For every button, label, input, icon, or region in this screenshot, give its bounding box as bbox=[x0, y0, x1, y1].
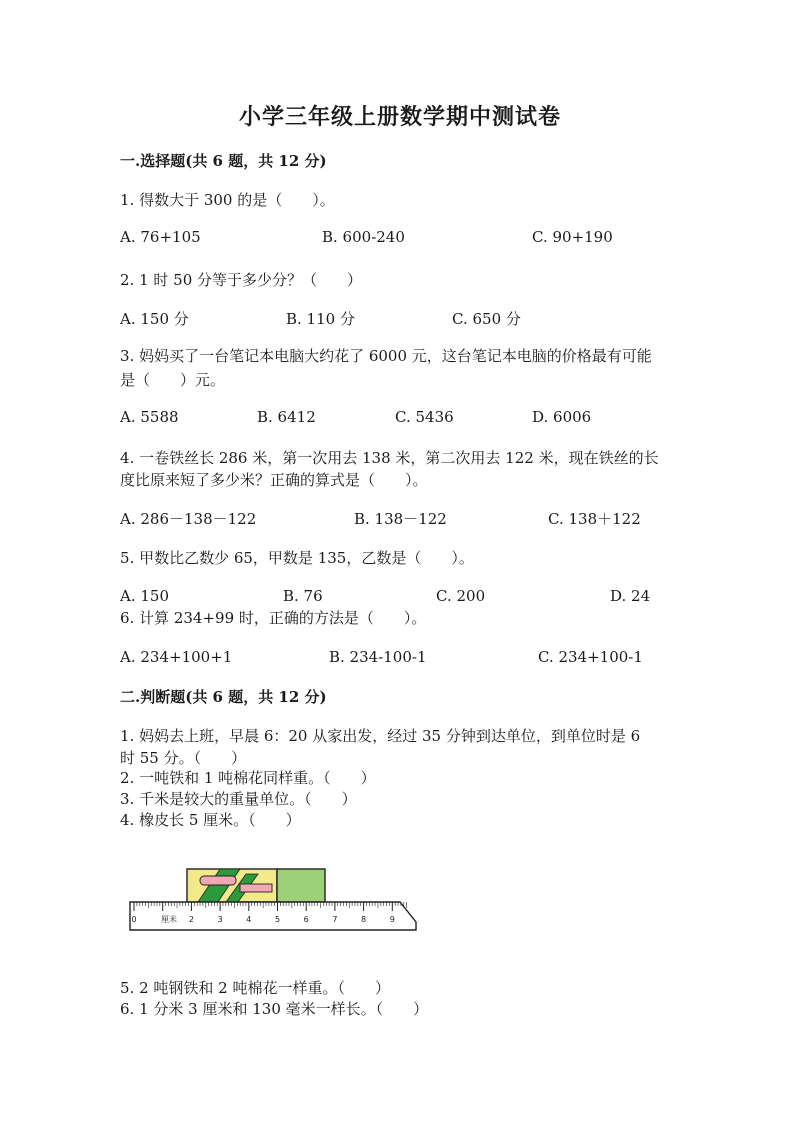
question-4-option-b[interactable]: B. 138－122 bbox=[354, 510, 447, 528]
judgement-4: 4. 橡皮长 5 厘米。（ ） bbox=[120, 811, 301, 829]
judgement-2: 2. 一吨铁和 1 吨棉花同样重。（ ） bbox=[120, 769, 376, 787]
question-5-text: 5. 甲数比乙数少 65，甲数是 135，乙数是（ ）。 bbox=[120, 549, 474, 567]
ruler-tick-label: 7 bbox=[332, 915, 338, 924]
ruler-tick-label: 4 bbox=[246, 915, 252, 924]
question-1-text: 1. 得数大于 300 的是（ ）。 bbox=[120, 191, 335, 209]
question-6-option-b[interactable]: B. 234-100-1 bbox=[329, 648, 427, 666]
eraser-pink-bar bbox=[200, 876, 236, 885]
question-4-option-c[interactable]: C. 138＋122 bbox=[548, 510, 641, 528]
judgement-3: 3. 千米是较大的重量单位。（ ） bbox=[120, 790, 357, 808]
question-2-option-c[interactable]: C. 650 分 bbox=[452, 310, 521, 328]
question-3-option-c[interactable]: C. 5436 bbox=[395, 408, 454, 426]
question-5-option-b[interactable]: B. 76 bbox=[283, 587, 323, 605]
ruler-tick-label: 5 bbox=[274, 915, 281, 924]
eraser-end bbox=[277, 869, 325, 902]
question-4-text-line-2: 度比原来短了多少米？正确的算式是（ ）。 bbox=[120, 471, 428, 489]
ruler-tick-label: 8 bbox=[361, 915, 367, 924]
judgement-5: 5. 2 吨钢铁和 2 吨棉花一样重。（ ） bbox=[120, 979, 390, 997]
question-1-option-b[interactable]: B. 600-240 bbox=[322, 228, 405, 246]
question-5-option-a[interactable]: A. 150 bbox=[120, 587, 169, 605]
question-3-text-line-2: 是（ ）元。 bbox=[120, 371, 226, 389]
section-heading-choice: 一.选择题(共 6 题，共 12 分) bbox=[120, 152, 327, 170]
question-3-option-a[interactable]: A. 5588 bbox=[120, 408, 179, 426]
ruler-tick-label: 2 bbox=[188, 915, 194, 924]
ruler-unit-label: 厘米 bbox=[161, 915, 177, 924]
question-6-text: 6. 计算 234+99 时，正确的方法是（ ）。 bbox=[120, 609, 427, 627]
question-5-option-c[interactable]: C. 200 bbox=[436, 587, 486, 605]
judgement-1-line-2: 时 55 分。（ ） bbox=[120, 749, 247, 767]
question-2-text: 2. 1 时 50 分等于多少分？（ ） bbox=[120, 271, 363, 289]
eraser-pink-bar bbox=[240, 884, 272, 892]
question-4-text-line-1: 4. 一卷铁丝长 286 米，第一次用去 138 米，第二次用去 122 米，现在铁丝的长 bbox=[120, 449, 659, 467]
question-6-option-a[interactable]: A. 234+100+1 bbox=[120, 648, 233, 666]
ruler-tick-label: 9 bbox=[389, 915, 395, 924]
page-title: 小学三年级上册数学期中测试卷 bbox=[238, 104, 561, 130]
question-3-option-d[interactable]: D. 6006 bbox=[532, 408, 592, 426]
ruler-eraser-illustration bbox=[128, 866, 420, 934]
ruler-tick-label: 0 bbox=[131, 915, 137, 924]
question-3-option-b[interactable]: B. 6412 bbox=[257, 408, 316, 426]
question-1-option-c[interactable]: C. 90+190 bbox=[532, 228, 613, 246]
section-heading-judgement: 二.判断题(共 6 题，共 12 分) bbox=[120, 688, 327, 706]
question-3-text-line-1: 3. 妈妈买了一台笔记本电脑大约花了 6000 元，这台笔记本电脑的价格最有可能 bbox=[120, 347, 652, 365]
question-4-option-a[interactable]: A. 286－138－122 bbox=[120, 510, 257, 528]
question-6-option-c[interactable]: C. 234+100-1 bbox=[538, 648, 643, 666]
ruler-tick-label: 6 bbox=[303, 915, 309, 924]
ruler-tick-label: 3 bbox=[217, 915, 223, 924]
judgement-6: 6. 1 分米 3 厘米和 130 毫米一样长。（ ） bbox=[120, 1000, 429, 1018]
question-2-option-a[interactable]: A. 150 分 bbox=[120, 310, 189, 328]
question-2-option-b[interactable]: B. 110 分 bbox=[286, 310, 355, 328]
judgement-1-line-1: 1. 妈妈去上班，早晨 6：20 从家出发，经过 35 分钟到达单位，到单位时是 6 bbox=[120, 727, 641, 745]
ruler-eraser-figure bbox=[128, 866, 420, 934]
question-5-option-d[interactable]: D. 24 bbox=[610, 587, 651, 605]
question-1-option-a[interactable]: A. 76+105 bbox=[120, 228, 201, 246]
